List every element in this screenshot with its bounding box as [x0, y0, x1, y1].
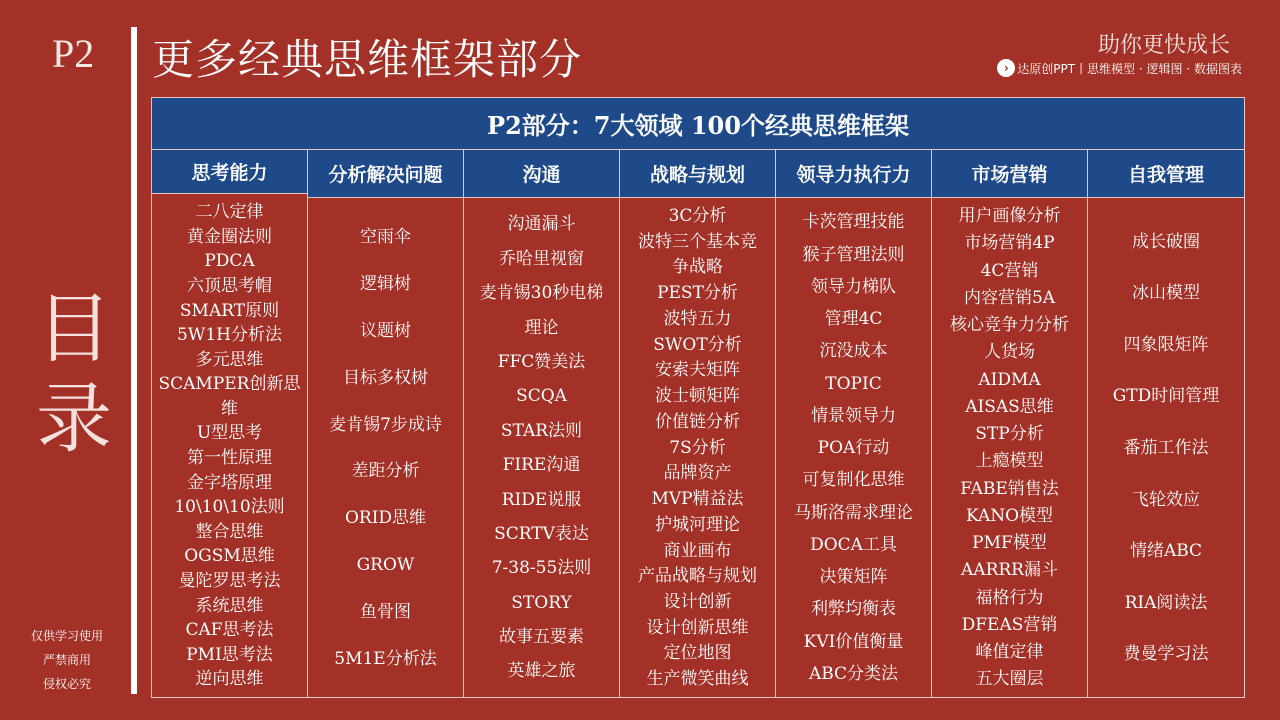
- framework-item: 品牌资产: [663, 463, 732, 484]
- framework-item: SMART原则: [179, 300, 280, 321]
- framework-item: AISAS思维: [965, 396, 1054, 417]
- framework-item: GTD时间管理: [1112, 386, 1220, 407]
- column-leadership: [776, 150, 932, 698]
- framework-item: 设计创新思维: [646, 617, 749, 638]
- framework-item: 价值链分析: [655, 411, 740, 432]
- side-title-char: 目: [36, 284, 112, 373]
- column-items: [620, 198, 775, 698]
- column-items: [1088, 198, 1244, 698]
- note-line: 侵权必究: [42, 677, 91, 691]
- framework-item: CAF思考法: [185, 620, 274, 641]
- framework-item: OGSM思维: [184, 546, 275, 567]
- table-banner: P2部分：7大领域 100个经典思维框架: [152, 98, 1244, 150]
- framework-item: 麦肯锡7步成诗: [329, 414, 442, 435]
- framework-item: 故事五要素: [499, 627, 584, 648]
- framework-item: PDCA: [204, 251, 255, 272]
- framework-item: 3C分析: [668, 206, 727, 226]
- framework-item: 沟通漏斗: [507, 214, 576, 235]
- column-strategy: [620, 150, 776, 698]
- framework-item: 福格行为: [975, 587, 1044, 608]
- framework-item: DFEAS营销: [961, 614, 1058, 635]
- framework-item: MVP精益法: [651, 489, 744, 510]
- framework-item: 卡茨管理技能: [802, 212, 905, 233]
- framework-item: 设计创新: [663, 592, 732, 613]
- framework-item: 番茄工作法: [1123, 437, 1209, 458]
- framework-item: 管理4C: [824, 309, 883, 329]
- framework-item: PMI思考法: [186, 644, 273, 665]
- framework-item: 理论: [524, 317, 559, 338]
- framework-item: 上瘾模型: [975, 451, 1044, 472]
- framework-item: 四象限矩阵: [1123, 334, 1209, 355]
- framework-item: 波特五力: [663, 308, 732, 329]
- note-line: 仅供学习使用: [30, 629, 103, 643]
- framework-item: 定位地图: [663, 643, 732, 664]
- framework-item: 费曼学习法: [1123, 644, 1209, 665]
- column-problem-solving: [308, 150, 464, 698]
- framework-item: 护城河理论: [655, 514, 740, 535]
- framework-item: 逻辑树: [360, 273, 411, 294]
- framework-item: 马斯洛需求理论: [794, 502, 913, 523]
- table-columns: [152, 150, 1244, 698]
- side-title: [34, 284, 114, 464]
- framework-item: 成长破圈: [1132, 231, 1200, 252]
- framework-item: 人货场: [984, 342, 1035, 363]
- column-marketing: [932, 150, 1088, 698]
- framework-item: 可复制化思维: [802, 470, 905, 491]
- framework-item: 二八定律: [195, 202, 264, 223]
- chevron-right-icon: ›: [997, 59, 1015, 77]
- framework-item: 内容营销5A: [963, 287, 1056, 308]
- column-header: 沟通: [464, 150, 619, 198]
- page-number: P2: [52, 31, 95, 76]
- framework-item: 目标多权树: [343, 367, 428, 388]
- framework-item: STAR法则: [500, 420, 583, 441]
- vertical-divider: [131, 27, 137, 694]
- column-header: 思考能力: [152, 150, 307, 194]
- framework-item: 7S分析: [669, 437, 726, 458]
- column-header: 市场营销: [932, 150, 1087, 198]
- framework-item: 维: [221, 398, 238, 419]
- framework-item: 五大圈层: [975, 669, 1044, 690]
- column-items: [152, 194, 307, 698]
- column-items: [464, 198, 619, 698]
- framework-item: 5M1E分析法: [334, 649, 437, 670]
- framework-item: 系统思维: [195, 595, 264, 616]
- framework-item: 生产微笑曲线: [646, 669, 749, 690]
- column-self-management: [1088, 150, 1244, 698]
- framework-item: 整合思维: [195, 521, 264, 542]
- framework-item: 情绪ABC: [1129, 541, 1203, 562]
- framework-item: 波士顿矩阵: [655, 386, 740, 407]
- side-title-char: 录: [36, 374, 112, 463]
- column-items: [308, 198, 463, 698]
- framework-item: 曼陀罗思考法: [178, 571, 281, 592]
- column-thinking: [152, 150, 308, 698]
- framework-item: 用户画像分析: [958, 206, 1061, 226]
- framework-item: 金字塔原理: [187, 472, 272, 493]
- slogan: 助你更快成长: [1097, 33, 1230, 58]
- column-header: 自我管理: [1088, 150, 1244, 198]
- subtitle: 达原创PPT丨思维模型 · 逻辑图 · 数据图表: [1017, 61, 1242, 76]
- framework-item: SWOT分析: [653, 334, 742, 355]
- framework-item: U型思考: [196, 423, 263, 444]
- framework-item: 鱼骨图: [360, 602, 411, 623]
- framework-item: 黄金圈法则: [187, 226, 272, 247]
- column-header: 分析解决问题: [308, 150, 463, 198]
- framework-item: KVI价值衡量: [803, 631, 904, 652]
- note-line: 严禁商用: [42, 653, 91, 667]
- framework-item: AARRR漏斗: [961, 560, 1058, 581]
- column-header: 战略与规划: [620, 150, 775, 198]
- framework-item: RIA阅读法: [1124, 592, 1208, 613]
- framework-item: 利弊均衡表: [811, 599, 896, 620]
- framework-item: 猴子管理法则: [802, 244, 905, 265]
- framework-item: 英雄之旅: [507, 661, 576, 682]
- framework-item: RIDE说服: [501, 489, 582, 510]
- framework-item: KANO模型: [965, 505, 1054, 526]
- framework-item: 第一性原理: [187, 448, 272, 469]
- usage-notes: [18, 624, 116, 696]
- column-communication: [464, 150, 620, 698]
- framework-item: 波特三个基本竞: [638, 231, 757, 252]
- subtitle-row: [997, 58, 1242, 78]
- framework-item: 议题树: [360, 320, 411, 341]
- framework-item: SCAMPER创新思: [158, 374, 301, 395]
- framework-item: 商业画布: [663, 540, 732, 561]
- framework-item: 10\10\10法则: [174, 497, 285, 518]
- column-header: 领导力执行力: [776, 150, 931, 198]
- framework-item: STP分析: [975, 424, 1044, 444]
- framework-item: 六顶思考帽: [187, 275, 272, 296]
- framework-item: 产品战略与规划: [638, 566, 757, 587]
- framework-item: STORY: [511, 592, 572, 613]
- framework-item: 5W1H分析法: [177, 325, 282, 346]
- page-title: 更多经典思维框架部分: [152, 35, 583, 84]
- framework-item: SCRTV表达: [494, 523, 589, 544]
- framework-item: FABE销售法: [960, 478, 1059, 499]
- framework-table: [151, 97, 1245, 698]
- framework-item: 沉没成本: [819, 341, 888, 362]
- framework-item: 多元思维: [195, 349, 264, 370]
- column-items: [776, 198, 931, 698]
- framework-item: 7-38-55法则: [491, 558, 592, 579]
- framework-item: 逆向思维: [195, 669, 264, 690]
- framework-item: 情景领导力: [811, 405, 896, 426]
- framework-item: PEST分析: [657, 283, 738, 304]
- framework-item: PMF模型: [972, 533, 1047, 553]
- framework-item: ABC分类法: [808, 663, 899, 684]
- framework-item: 乔哈里视窗: [499, 248, 584, 269]
- framework-item: 决策矩阵: [819, 567, 888, 587]
- framework-item: FIRE沟通: [502, 455, 581, 476]
- framework-item: 争战略: [672, 257, 723, 278]
- framework-item: 冰山模型: [1132, 283, 1200, 304]
- framework-item: 空雨伞: [360, 226, 411, 247]
- framework-item: POA行动: [817, 438, 890, 458]
- framework-item: 核心竞争力分析: [950, 315, 1069, 335]
- framework-item: 安索夫矩阵: [655, 360, 740, 381]
- framework-item: 麦肯锡30秒电梯: [479, 283, 604, 304]
- framework-item: ORID思维: [344, 508, 427, 529]
- framework-item: SCQA: [516, 386, 567, 407]
- framework-item: AIDMA: [978, 369, 1041, 390]
- framework-item: GROW: [356, 555, 415, 576]
- framework-item: 4C营销: [980, 260, 1039, 281]
- framework-item: 领导力梯队: [811, 276, 896, 297]
- framework-item: DOCA工具: [810, 534, 897, 555]
- framework-item: 差距分析: [351, 461, 420, 482]
- framework-item: 飞轮效应: [1132, 489, 1200, 510]
- framework-item: 市场营销4P: [964, 233, 1055, 254]
- column-items: [932, 198, 1087, 698]
- framework-item: 峰值定律: [975, 642, 1044, 662]
- framework-item: TOPIC: [825, 373, 882, 394]
- framework-item: FFC赞美法: [497, 351, 586, 372]
